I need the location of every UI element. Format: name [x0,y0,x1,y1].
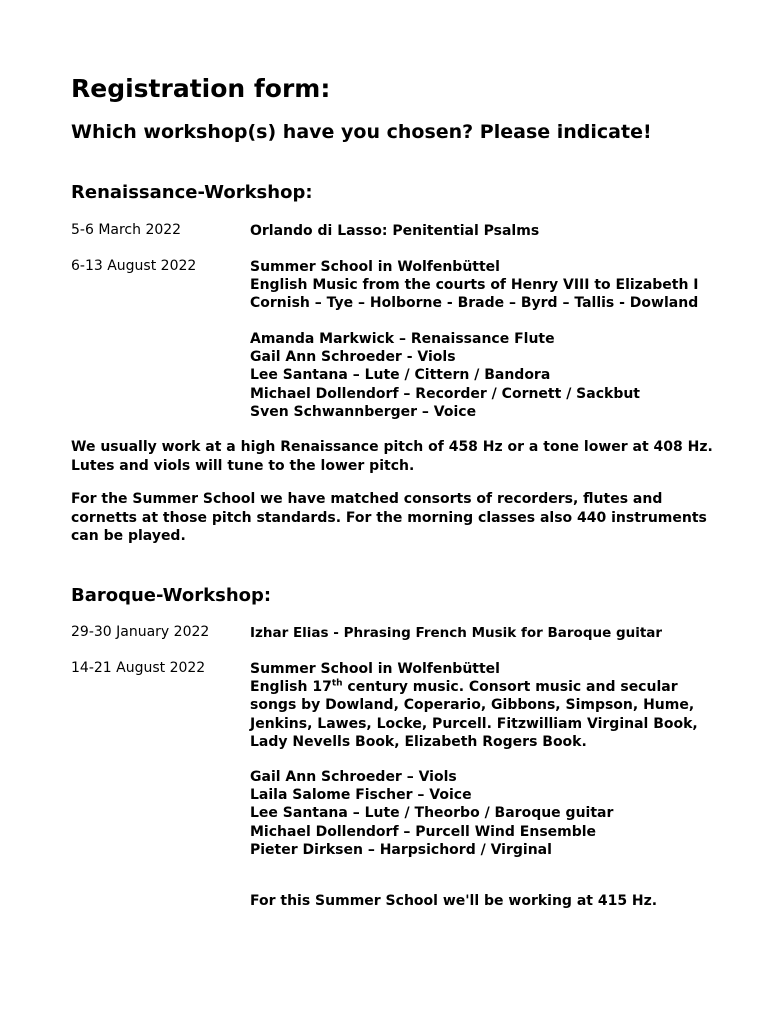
entry-line: songs by Dowland, Coperario, Gibbons, Simpson, Hume, [250,697,695,714]
entry-line: English Music from the courts of Henry VIII to Elizabeth I [250,277,699,294]
baroque-entry-2 [250,660,698,751]
teacher-line: Michael Dollendorf – Purcell Wind Ensemble [250,823,597,840]
consort-note-line: can be played. [71,528,186,544]
pitch-note [71,438,711,475]
pitch-note-line: We usually work at a high Renaissance pitch of 458 Hz or a tone lower at 408 Hz. [71,439,713,455]
pitch-note-line: Lutes and viols will tune to the lower pitch. [71,457,415,474]
entry-line: Summer School in Wolfenbüttel [250,661,500,677]
baroque-heading: Baroque-Workshop: [71,585,272,606]
renaissance-entry-1 [250,222,539,240]
ordinal-superscript: th [331,678,343,689]
baroque-date-2: 14-21 August 2022 [71,660,206,676]
teacher-line: Sven Schwannberger – Voice [250,403,477,420]
renaissance-date-1: 5-6 March 2022 [71,222,182,238]
baroque-pitch-note: For this Summer School we'll be working at 415 Hz. [250,893,658,909]
entry-line: Lady Nevells Book, Elizabeth Rogers Book. [250,733,587,750]
teacher-line: Laila Salome Fischer – Voice [250,787,472,804]
teacher-line: Amanda Markwick – Renaissance Flute [250,331,555,347]
entry-line-part: English 17 [250,679,332,696]
teacher-line: Gail Ann Schroeder - Viols [250,349,456,366]
entry-line: Izhar Elias - Phrasing French Musik for Baroque guitar [250,625,663,641]
teacher-line: Gail Ann Schroeder – Viols [250,769,457,785]
teacher-line: Lee Santana – Lute / Theorbo / Baroque guitar [250,805,614,822]
teacher-line: Lee Santana – Lute / Cittern / Bandora [250,367,551,384]
entry-line: Jenkins, Lawes, Locke, Purcell. Fitzwilliam Virginal Book, [250,715,698,732]
baroque-date-1: 29-30 January 2022 [71,624,210,640]
entry-line-part: century music. Consort music and secular [342,679,678,696]
renaissance-date-2: 6-13 August 2022 [71,258,197,274]
baroque-teachers [250,768,613,859]
consort-note-line: For the Summer School we have matched consorts of recorders, flutes and [71,491,663,507]
entry-line: Orlando di Lasso: Penitential Psalms [250,223,540,239]
consort-note-line: cornetts at those pitch standards. For the morning classes also 440 instruments [71,509,707,526]
baroque-entry-1 [250,624,662,642]
teacher-line: Michael Dollendorf – Recorder / Cornett / Sackbut [250,385,640,402]
renaissance-entry-2 [250,258,699,313]
consort-note [71,490,711,546]
renaissance-heading: Renaissance-Workshop: [71,182,313,203]
page-subtitle: Which workshop(s) have you chosen? Please indicate! [71,121,652,143]
teacher-line: Pieter Dirksen – Harpsichord / Virginal [250,841,552,858]
renaissance-teachers [250,330,640,421]
entry-line: Cornish – Tye – Holborne - Brade – Byrd – Tallis - Dowland [250,295,699,312]
page-title: Registration form: [71,74,331,103]
entry-line [250,678,698,696]
entry-line: Summer School in Wolfenbüttel [250,259,500,275]
